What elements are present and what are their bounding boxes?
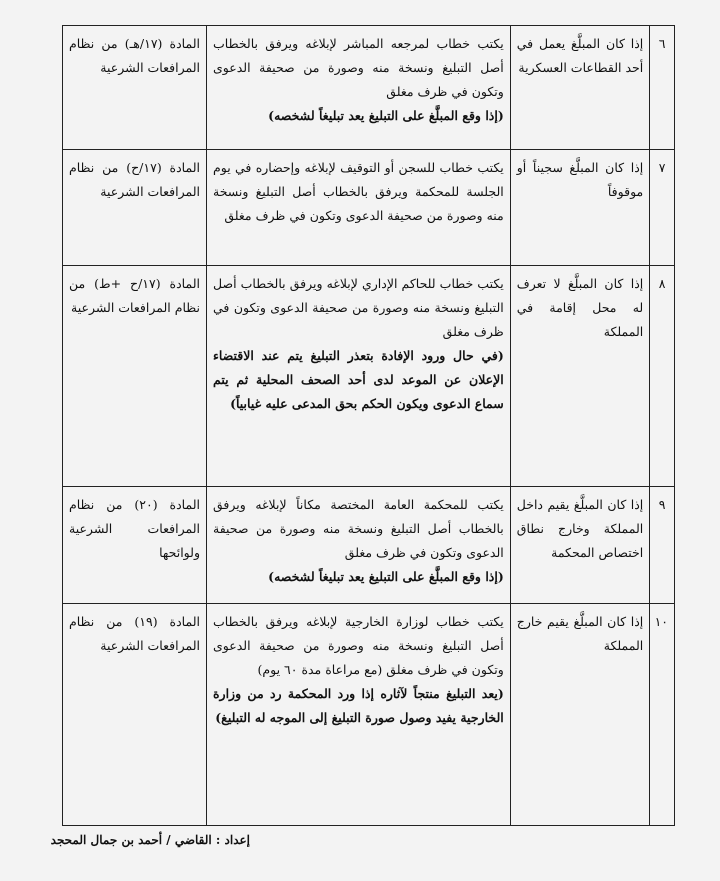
case-cell: إذا كان المبلَّغ سجيناً أو موقوفاً [510, 150, 650, 266]
procedure-cell [207, 604, 511, 826]
procedure-text: يكتب للمحكمة العامة المختصة مكاناً لإبلاغه ويرفق بالخطاب أصل التبليغ ونسخة منه وصورة من صحيفة الدعوى وتكون في ظرف مغلق [213, 497, 504, 560]
author-credit: إعداد : القاضي / أحمد بن جمال المحجد [50, 833, 250, 847]
procedure-note: (يعد التبليغ منتجاً لآثاره إذا ورد المحكمة رد من وزارة الخارجية يفيد وصول صورة التبليغ إلى الموجه له التبليغ) [213, 686, 504, 725]
procedure-text: يكتب خطاب للسجن أو التوقيف لإبلاغه وإحضاره في يوم الجلسة للمحكمة ويرفق بالخطاب أصل التبليغ ونسخة منه وصورة من صحيفة الدعوى وتكون في ظرف مغلق [213, 160, 504, 223]
procedure-text: يكتب خطاب لمرجعه المباشر لإبلاغه ويرفق بالخطاب أصل التبليغ ونسخة منه وصورة من صحيفة الدعوى وتكون في ظرف مغلق [213, 36, 504, 99]
row-number: ٧ [650, 150, 675, 266]
procedure-note: (إذا وقع المبلَّغ على التبليغ يعد تبليغاً لشخصه) [268, 108, 504, 123]
reference-cell: المادة (١٩) من نظام المرافعات الشرعية [63, 604, 207, 826]
procedure-text: يكتب خطاب للحاكم الإداري لإبلاغه ويرفق بالخطاب أصل التبليغ ونسخة منه وصورة من صحيفة الدعوى وتكون في ظرف مغلق [213, 276, 504, 339]
table-row [63, 487, 675, 604]
case-cell: إذا كان المبلَّغ يقيم خارج المملكة [510, 604, 650, 826]
reference-cell: المادة (١٧/ح) من نظام المرافعات الشرعية [63, 150, 207, 266]
table-row [63, 150, 675, 266]
procedure-text: يكتب خطاب لوزارة الخارجية لإبلاغه ويرفق بالخطاب أصل التبليغ ونسخة منه وصورة من صحيفة الدعوى وتكون في ظرف مغلق (مع مراعاة مدة ٦٠ يوم) [213, 614, 504, 677]
procedure-cell [207, 266, 511, 487]
procedure-cell [207, 150, 511, 266]
case-cell: إذا كان المبلَّغ يعمل في أحد القطاعات العسكرية [510, 26, 650, 150]
reference-cell: المادة (٢٠) من نظام المرافعات الشرعية ولوائحها [63, 487, 207, 604]
procedure-note: (إذا وقع المبلَّغ على التبليغ يعد تبليغاً لشخصه) [268, 569, 504, 584]
case-cell: إذا كان المبلَّغ يقيم داخل المملكة وخارج نطاق اختصاص المحكمة [510, 487, 650, 604]
row-number: ٩ [650, 487, 675, 604]
notification-table [62, 25, 675, 826]
table-row [63, 604, 675, 826]
row-number: ٦ [650, 26, 675, 150]
row-number: ٨ [650, 266, 675, 487]
procedure-cell [207, 26, 511, 150]
procedure-cell [207, 487, 511, 604]
reference-cell: المادة (١٧/ح +ط) من نظام المرافعات الشرعية [63, 266, 207, 487]
case-cell: إذا كان المبلَّغ لا تعرف له محل إقامة في المملكة [510, 266, 650, 487]
row-number: ١٠ [650, 604, 675, 826]
table-row [63, 266, 675, 487]
procedure-note: (في حال ورود الإفادة بتعذر التبليغ يتم عند الاقتضاء الإعلان عن الموعد لدى أحد الصحف المحلية ثم يتم سماع الدعوى ويكون الحكم بحق المدعى عليه غيابياً) [213, 348, 504, 411]
table-row [63, 26, 675, 150]
reference-cell: المادة (١٧/هـ) من نظام المرافعات الشرعية [63, 26, 207, 150]
